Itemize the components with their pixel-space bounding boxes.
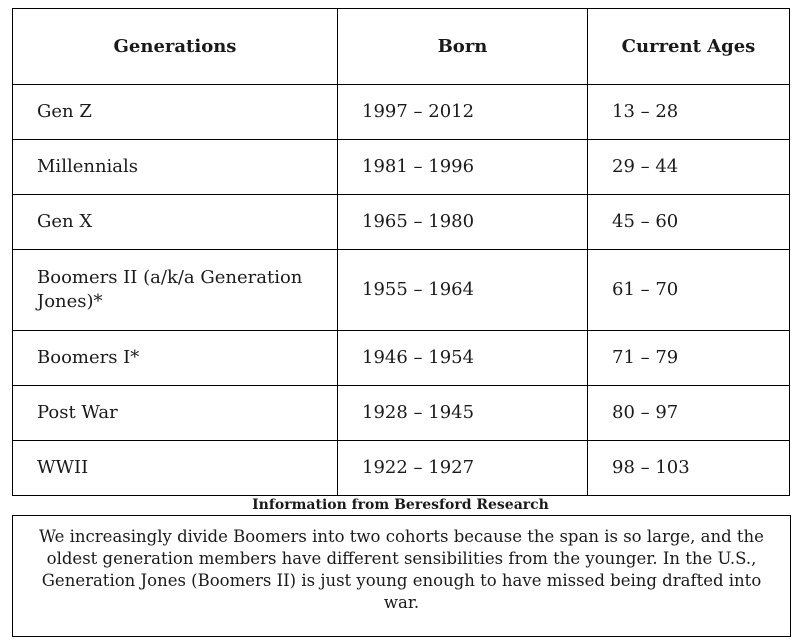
cell-generation: Post War	[13, 386, 338, 441]
cell-generation: Boomers II (a/k/a Generation Jones)*	[13, 250, 338, 331]
header-generations: Generations	[13, 9, 338, 85]
cell-ages: 98 – 103	[588, 441, 790, 496]
table-header-row	[13, 9, 790, 85]
table-row	[13, 331, 790, 386]
table-row	[13, 441, 790, 496]
cell-born: 1946 – 1954	[338, 331, 588, 386]
generations-table	[12, 8, 790, 496]
table-row	[13, 250, 790, 331]
table-row	[13, 140, 790, 195]
table-row	[13, 195, 790, 250]
cell-ages: 71 – 79	[588, 331, 790, 386]
cell-ages: 13 – 28	[588, 85, 790, 140]
note-box	[12, 515, 791, 637]
cell-ages: 29 – 44	[588, 140, 790, 195]
cell-ages: 80 – 97	[588, 386, 790, 441]
header-born: Born	[338, 9, 588, 85]
cell-generation: Gen Z	[13, 85, 338, 140]
cell-born: 1965 – 1980	[338, 195, 588, 250]
cell-generation: Boomers I*	[13, 331, 338, 386]
cell-born: 1955 – 1964	[338, 250, 588, 331]
cell-born: 1922 – 1927	[338, 441, 588, 496]
table-row	[13, 386, 790, 441]
cell-generation: WWII	[13, 441, 338, 496]
cell-born: 1928 – 1945	[338, 386, 588, 441]
cell-generation: Gen X	[13, 195, 338, 250]
cell-generation: Millennials	[13, 140, 338, 195]
source-caption: Information from Beresford Research	[252, 497, 549, 513]
header-current-ages: Current Ages	[588, 9, 790, 85]
table-row	[13, 85, 790, 140]
cell-ages: 61 – 70	[588, 250, 790, 331]
note-text: We increasingly divide Boomers into two cohorts because the span is so large, and the oldest generation members have different sensibilities from the younger. In the U.S., Generation Jones (Boomers II) is just young enough to have missed being drafted into war.	[39, 527, 764, 612]
cell-born: 1997 – 2012	[338, 85, 588, 140]
cell-born: 1981 – 1996	[338, 140, 588, 195]
cell-ages: 45 – 60	[588, 195, 790, 250]
